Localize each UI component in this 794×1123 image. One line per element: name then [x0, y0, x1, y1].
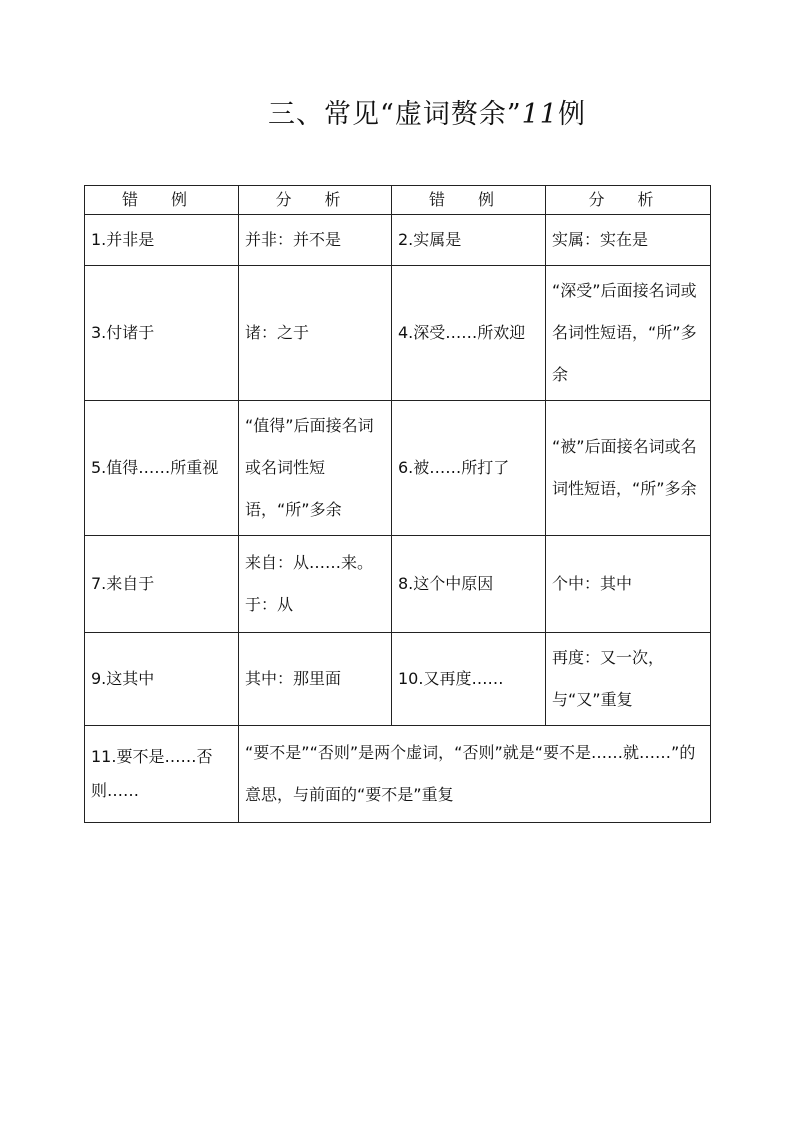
page-title-number: 11 [521, 99, 558, 130]
analysis-cell: 并非：并不是 [239, 215, 392, 266]
example-cell: 1.并非是 [85, 215, 239, 266]
example-cell: 7.来自于 [85, 536, 239, 633]
table-row [85, 536, 711, 633]
example-cell: 6.被……所打了 [392, 401, 546, 536]
page-title [0, 92, 794, 131]
analysis-cell: 实属：实在是 [546, 215, 711, 266]
header-analysis-left: 分 析 [239, 186, 392, 215]
header-analysis-right: 分 析 [546, 186, 711, 215]
example-cell: 5.值得……所重视 [85, 401, 239, 536]
analysis-cell: “深受”后面接名词或名词性短语，“所”多余 [546, 266, 711, 401]
example-cell: 3.付诸于 [85, 266, 239, 401]
page-title-prefix: 三、常见“虚词赘余” [268, 99, 522, 130]
table-row [85, 215, 711, 266]
example-cell: 2.实属是 [392, 215, 546, 266]
table-row [85, 401, 711, 536]
analysis-cell: 诸：之于 [239, 266, 392, 401]
analysis-cell: 个中：其中 [546, 536, 711, 633]
example-cell: 10.又再度…… [392, 633, 546, 726]
analysis-cell: 其中：那里面 [239, 633, 392, 726]
table-row [85, 633, 711, 726]
analysis-cell: 来自：从……来。于：从 [239, 536, 392, 633]
table-row [85, 726, 711, 823]
redundant-function-word-table [84, 185, 711, 823]
header-example-right: 错 例 [392, 186, 546, 215]
analysis-cell: “值得”后面接名词或名词性短语，“所”多余 [239, 401, 392, 536]
header-example-left: 错 例 [85, 186, 239, 215]
analysis-cell-wide: “要不是”“否则”是两个虚词，“否则”就是“要不是……就……”的意思，与前面的“要不是”重复 [239, 726, 711, 823]
example-cell: 11.要不是……否则…… [85, 726, 239, 823]
table-row [85, 266, 711, 401]
example-cell: 9.这其中 [85, 633, 239, 726]
example-cell: 8.这个中原因 [392, 536, 546, 633]
page-title-suffix: 例 [557, 99, 586, 130]
analysis-cell: “被”后面接名词或名词性短语，“所”多余 [546, 401, 711, 536]
table-header-row [85, 186, 711, 215]
analysis-cell: 再度：又一次，与“又”重复 [546, 633, 711, 726]
example-cell: 4.深受……所欢迎 [392, 266, 546, 401]
